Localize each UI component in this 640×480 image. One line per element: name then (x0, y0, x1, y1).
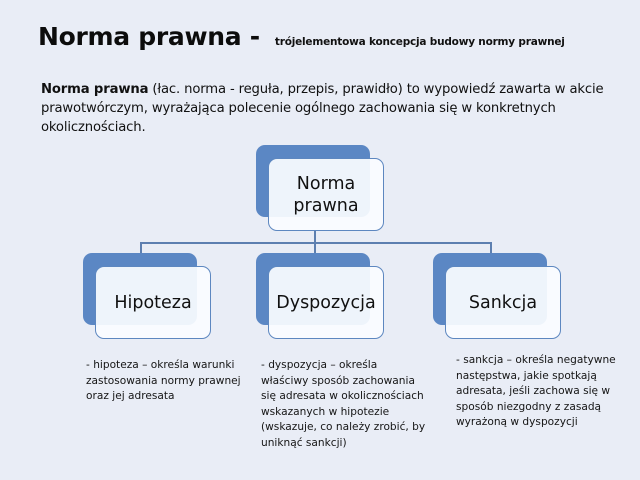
intro-paragraph (41, 80, 611, 137)
connector-dyspozycja (314, 242, 316, 253)
node-box (95, 266, 211, 339)
intro-text: (łac. norma - reguła, przepis, prawidło) to wypowiedź zawarta w akcie prawotwórczym, wyrażająca polecenie ogólnego zachowania się w konkretnych okolicznościach. (41, 82, 604, 135)
description-sankcja: - sankcja – określa negatywne następstwa, jakie spotkają adresata, jeśli zachowa się w sposób niezgodny z zasadą wyrażoną w dyspozycji (456, 354, 616, 428)
node-label: Sankcja (468, 292, 538, 313)
node-box (268, 266, 384, 339)
node-box (445, 266, 561, 339)
connector-sankcja (490, 242, 492, 253)
description-hipoteza: - hipoteza – określa warunki zastosowania normy prawnej oraz jej adresata (86, 359, 241, 402)
description-dyspozycja: - dyspozycja – określa właściwy sposób zachowania się adresata w okolicznościach wskazanych w hipotezie (wskazuje, co należy zrobić, by uniknąć sankcji) (261, 359, 426, 449)
node-label: Norma prawna (293, 173, 359, 216)
node-box (268, 158, 384, 231)
slide-title (38, 22, 565, 51)
node-label: Hipoteza (114, 292, 192, 313)
intro-term: Norma prawna (41, 82, 149, 97)
title-subtitle: trójelementowa koncepcja budowy normy prawnej (274, 36, 565, 48)
node-label: Dyspozycja (276, 292, 376, 313)
connector-horizontal (140, 242, 491, 244)
title-main: Norma prawna - (38, 22, 260, 51)
connector-hipoteza (140, 242, 142, 253)
